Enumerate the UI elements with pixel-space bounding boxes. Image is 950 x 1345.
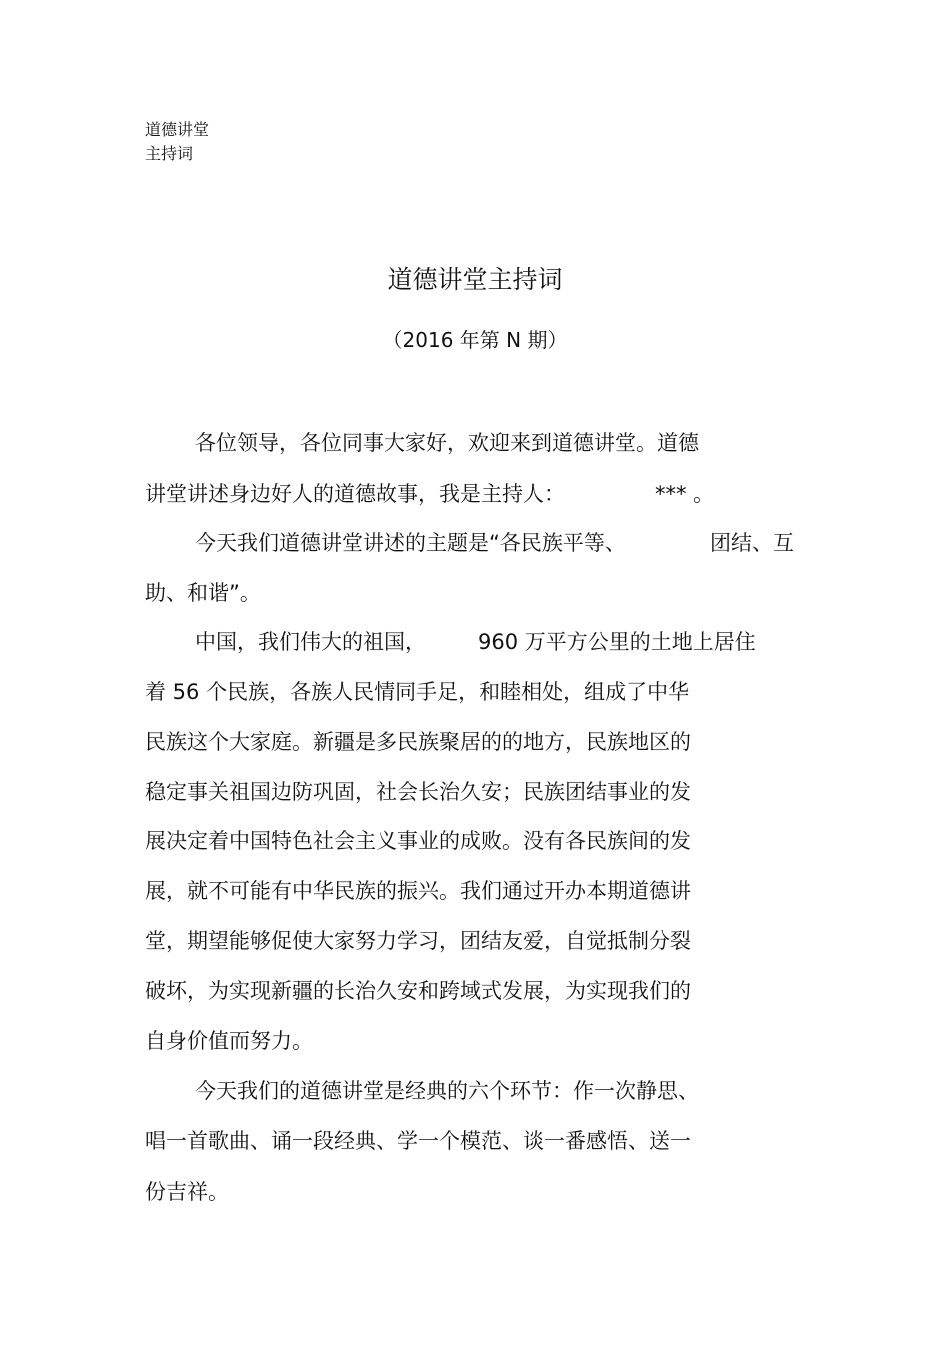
body-line: 民族这个大家庭。新疆是多民族聚居的的地方，民族地区的 [145, 730, 691, 754]
body-line: 团结、互 [710, 531, 794, 555]
header-line-1: 道德讲堂 [145, 120, 210, 139]
page-header [145, 118, 209, 166]
body-line: 展决定着中国特色社会主义事业的成败。没有各民族间的发 [145, 829, 691, 853]
body-line: 破坏，为实现新疆的长治久安和跨域式发展，为实现我们的 [145, 979, 691, 1003]
header-line-2: 主持词 [145, 144, 194, 163]
document-subtitle: （2016 年第 N 期） [382, 328, 568, 352]
body-line: 讲堂讲述身边好人的道德故事，我是主持人： [145, 482, 565, 506]
body-line: 稳定事关祖国边防巩固，社会长治久安；民族团结事业的发 [145, 780, 691, 804]
body-line: 今天我们的道德讲堂是经典的六个环节：作一次静思、 [195, 1079, 699, 1103]
body-line: 今天我们道德讲堂讲述的主题是“各民族平等、 [195, 531, 626, 555]
body-line: *** 。 [655, 482, 715, 506]
body-line: 中国，我们伟大的祖国， [195, 630, 426, 654]
body-line: 着 56 个民族，各族人民情同手足，和睦相处，组成了中华 [145, 680, 690, 704]
body-line: 份吉祥。 [145, 1180, 229, 1204]
body-line: 展，就不可能有中华民族的振兴。我们通过开办本期道德讲 [145, 879, 691, 903]
body-line: 各位领导，各位同事大家好，欢迎来到道德讲堂。道德 [195, 431, 699, 455]
document-title: 道德讲堂主持词 [387, 265, 563, 294]
body-line: 自身价值而努力。 [145, 1029, 313, 1053]
body-line: 唱一首歌曲、诵一段经典、学一个模范、谈一番感悟、送一 [145, 1129, 691, 1153]
body-line: 堂，期望能够促使大家努力学习，团结友爱，自觉抵制分裂 [145, 929, 691, 953]
body-line: 960 万平方公里的土地上居住 [478, 630, 756, 654]
body-line: 助、和谐”。 [145, 581, 261, 605]
